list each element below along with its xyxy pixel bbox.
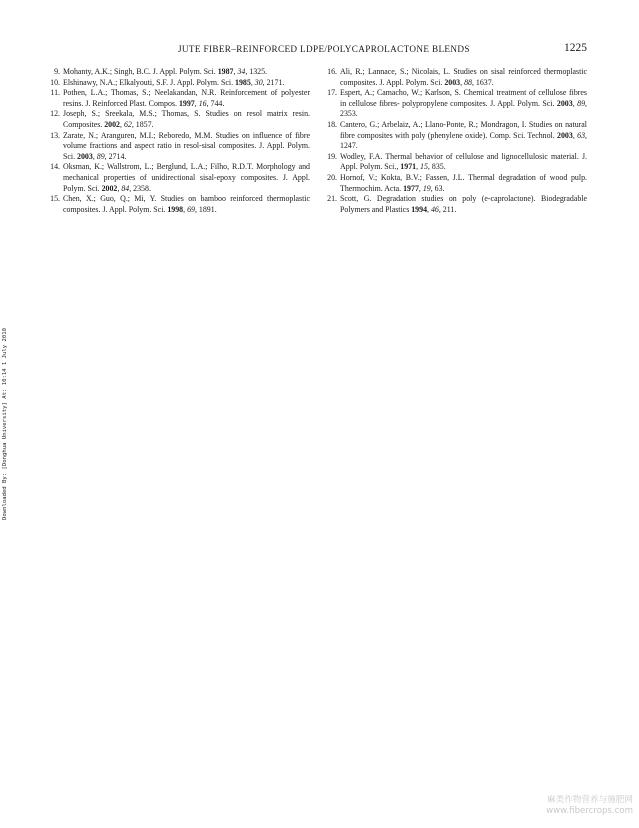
reference-item	[48, 162, 310, 194]
reference-pages: , 1857.	[131, 119, 154, 129]
download-notice: Downloaded By: [Donghua University] At: 10:14 1 July 2010	[2, 328, 8, 520]
reference-item	[48, 131, 310, 163]
reference-year: 2003	[444, 77, 461, 87]
reference-pages: , 1325.	[245, 67, 268, 76]
reference-item	[325, 67, 587, 88]
reference-number: 15.	[50, 194, 60, 204]
reference-pages: , 63.	[430, 183, 445, 193]
reference-pages: , 744.	[206, 98, 225, 108]
reference-volume: 89	[577, 98, 586, 108]
reference-item	[48, 78, 310, 89]
reference-year: 1994	[411, 204, 428, 214]
running-title: JUTE FIBER–REINFORCED LDPE/POLYCAPROLACTONE BLENDS	[178, 44, 470, 54]
reference-volume: 30	[254, 77, 263, 87]
reference-item	[48, 88, 310, 109]
reference-separator: ,	[418, 183, 423, 193]
reference-number: 16.	[327, 67, 337, 76]
reference-number: 10.	[50, 77, 60, 87]
reference-pages: , 2353.	[340, 98, 587, 119]
reference-text: Hornof, V.; Kokta, B.V.; Fassen, J.L. Thermal degradation of wood pulp. Thermochim. Acta.	[340, 172, 587, 193]
reference-year: 2002	[104, 119, 120, 129]
reference-number: 12.	[50, 109, 60, 119]
reference-volume: 84	[121, 183, 130, 193]
reference-volume: 69	[187, 204, 195, 214]
reference-year: 1987	[217, 67, 234, 76]
reference-separator: ,	[194, 98, 199, 108]
reference-pages: , 2171.	[262, 77, 285, 87]
reference-separator: ,	[572, 98, 578, 108]
reference-volume: 46	[430, 204, 439, 214]
reference-number: 17.	[327, 88, 337, 98]
watermark	[503, 795, 633, 817]
reference-separator: ,	[92, 151, 97, 161]
reference-separator: ,	[120, 119, 124, 129]
reference-text: Joseph, S.; Sreekala, M.S.; Thomas, S. Studies on resol matrix resin. Composites.	[63, 109, 310, 129]
reference-number: 14.	[50, 162, 60, 172]
reference-year: 2003	[77, 151, 93, 161]
reference-text: Ali, R.; Lannace, S.; Nicolais, L. Studies on sisal reinforced thermoplastic composites. J. Appl. Polym. Sci.	[340, 67, 587, 87]
reference-year: 1997	[178, 98, 195, 108]
reference-separator: ,	[250, 77, 255, 87]
reference-volume: 19	[422, 183, 431, 193]
reference-item	[325, 194, 587, 215]
reference-pages: , 211.	[438, 204, 457, 214]
reference-volume: 89	[96, 151, 105, 161]
watermark-url: www.fibercrops.com	[546, 806, 633, 816]
running-head	[40, 43, 588, 59]
reference-volume: 63	[577, 130, 586, 140]
reference-pages: , 2714.	[104, 151, 127, 161]
reference-year: 2002	[101, 183, 118, 193]
reference-separator: ,	[460, 77, 465, 87]
reference-item	[48, 194, 310, 215]
references-right-column	[325, 67, 587, 215]
reference-pages: , 835.	[427, 162, 446, 172]
reference-separator: ,	[183, 204, 188, 214]
reference-year: 1971	[400, 162, 417, 172]
reference-separator: ,	[233, 67, 238, 76]
reference-number: 18.	[327, 119, 337, 129]
reference-year: 1985	[235, 77, 251, 87]
reference-item	[48, 109, 310, 130]
reference-volume: 34	[237, 67, 246, 76]
reference-text: Zarate, N.; Aranguren, M.I.; Reboredo, M.M. Studies on influence of fibre volume fractions and aspect ratio in resol-sisal composites. J. Appl. Polym. Sci.	[63, 130, 310, 161]
reference-text: Wodley, F.A. Thermal behavior of cellulose and lignocellulosic material. J. Appl. Polym. Sci.,	[340, 151, 587, 172]
reference-volume: 16	[198, 98, 207, 108]
reference-separator: ,	[117, 183, 122, 193]
reference-separator: ,	[416, 162, 421, 172]
reference-number: 20.	[327, 172, 337, 182]
reference-number: 9.	[54, 67, 60, 76]
reference-year: 1977	[403, 183, 419, 193]
reference-volume: 62	[123, 119, 132, 129]
reference-item	[325, 88, 587, 120]
reference-pages: , 2358.	[129, 183, 151, 193]
references-left-column	[48, 67, 310, 215]
reference-number: 19.	[327, 151, 337, 161]
reference-item	[325, 120, 587, 152]
reference-item	[325, 173, 587, 194]
reference-separator: ,	[572, 130, 578, 140]
reference-volume: 15	[420, 162, 428, 172]
reference-number: 11.	[50, 88, 60, 98]
reference-year: 2003	[557, 130, 573, 140]
reference-number: 13.	[50, 130, 60, 140]
reference-number: 21.	[327, 194, 337, 204]
reference-text: Mohanty, A.K.; Singh, B.C. J. Appl. Polym. Sci.	[63, 67, 218, 76]
reference-item	[48, 67, 310, 78]
reference-item	[325, 152, 587, 173]
reference-year: 2003	[556, 98, 573, 108]
reference-text: Chen, X.; Guo, Q.; Mi, Y. Studies on bamboo reinforced thermoplastic composites. J. Appl. Polym. Sci.	[63, 194, 310, 214]
page-number: 1225	[564, 42, 587, 54]
reference-text: Cantero, G.; Arbelaiz, A.; Llano-Ponte, R.; Mondragon, I. Studies on natural fibre composites with poly (phenylene oxide). Comp. Sci. Technol.	[340, 119, 587, 140]
reference-text: Elshinawy, N.A.; Elkalyouti, S.F. J. Appl. Polym. Sci.	[63, 77, 236, 87]
reference-text: Scott, G. Degradation studies on poly (e-caprolactone). Biodegradable Polymers and Plastics	[340, 194, 587, 214]
reference-year: 1998	[167, 204, 184, 214]
reference-text: Espert, A.; Camacho, W.; Karlson, S. Chemical treatment of cellulose fibres in cellulose fibres- polypropylene composites. J. Appl. Polym. Sci.	[340, 88, 587, 108]
reference-text: Pothen, L.A.; Thomas, S.; Neelakandan, N.R. Reinforcement of polyester resins. J. Reinforced Plast. Compos.	[63, 88, 310, 108]
reference-separator: ,	[427, 204, 431, 214]
reference-pages: , 1891.	[194, 204, 217, 214]
reference-text: Oksman, K.; Wallstrom, L.; Berglund, L.A.; Filho, R.D.T. Morphology and mechanical properties of unidirectional sisal-epoxy composites. J. Appl. Polym. Sci.	[63, 162, 310, 193]
watermark-chinese: 麻类作物营养与施肥网	[547, 795, 633, 805]
reference-pages: , 1247.	[340, 130, 587, 151]
reference-pages: , 1637.	[471, 77, 494, 87]
reference-volume: 88	[464, 77, 472, 87]
